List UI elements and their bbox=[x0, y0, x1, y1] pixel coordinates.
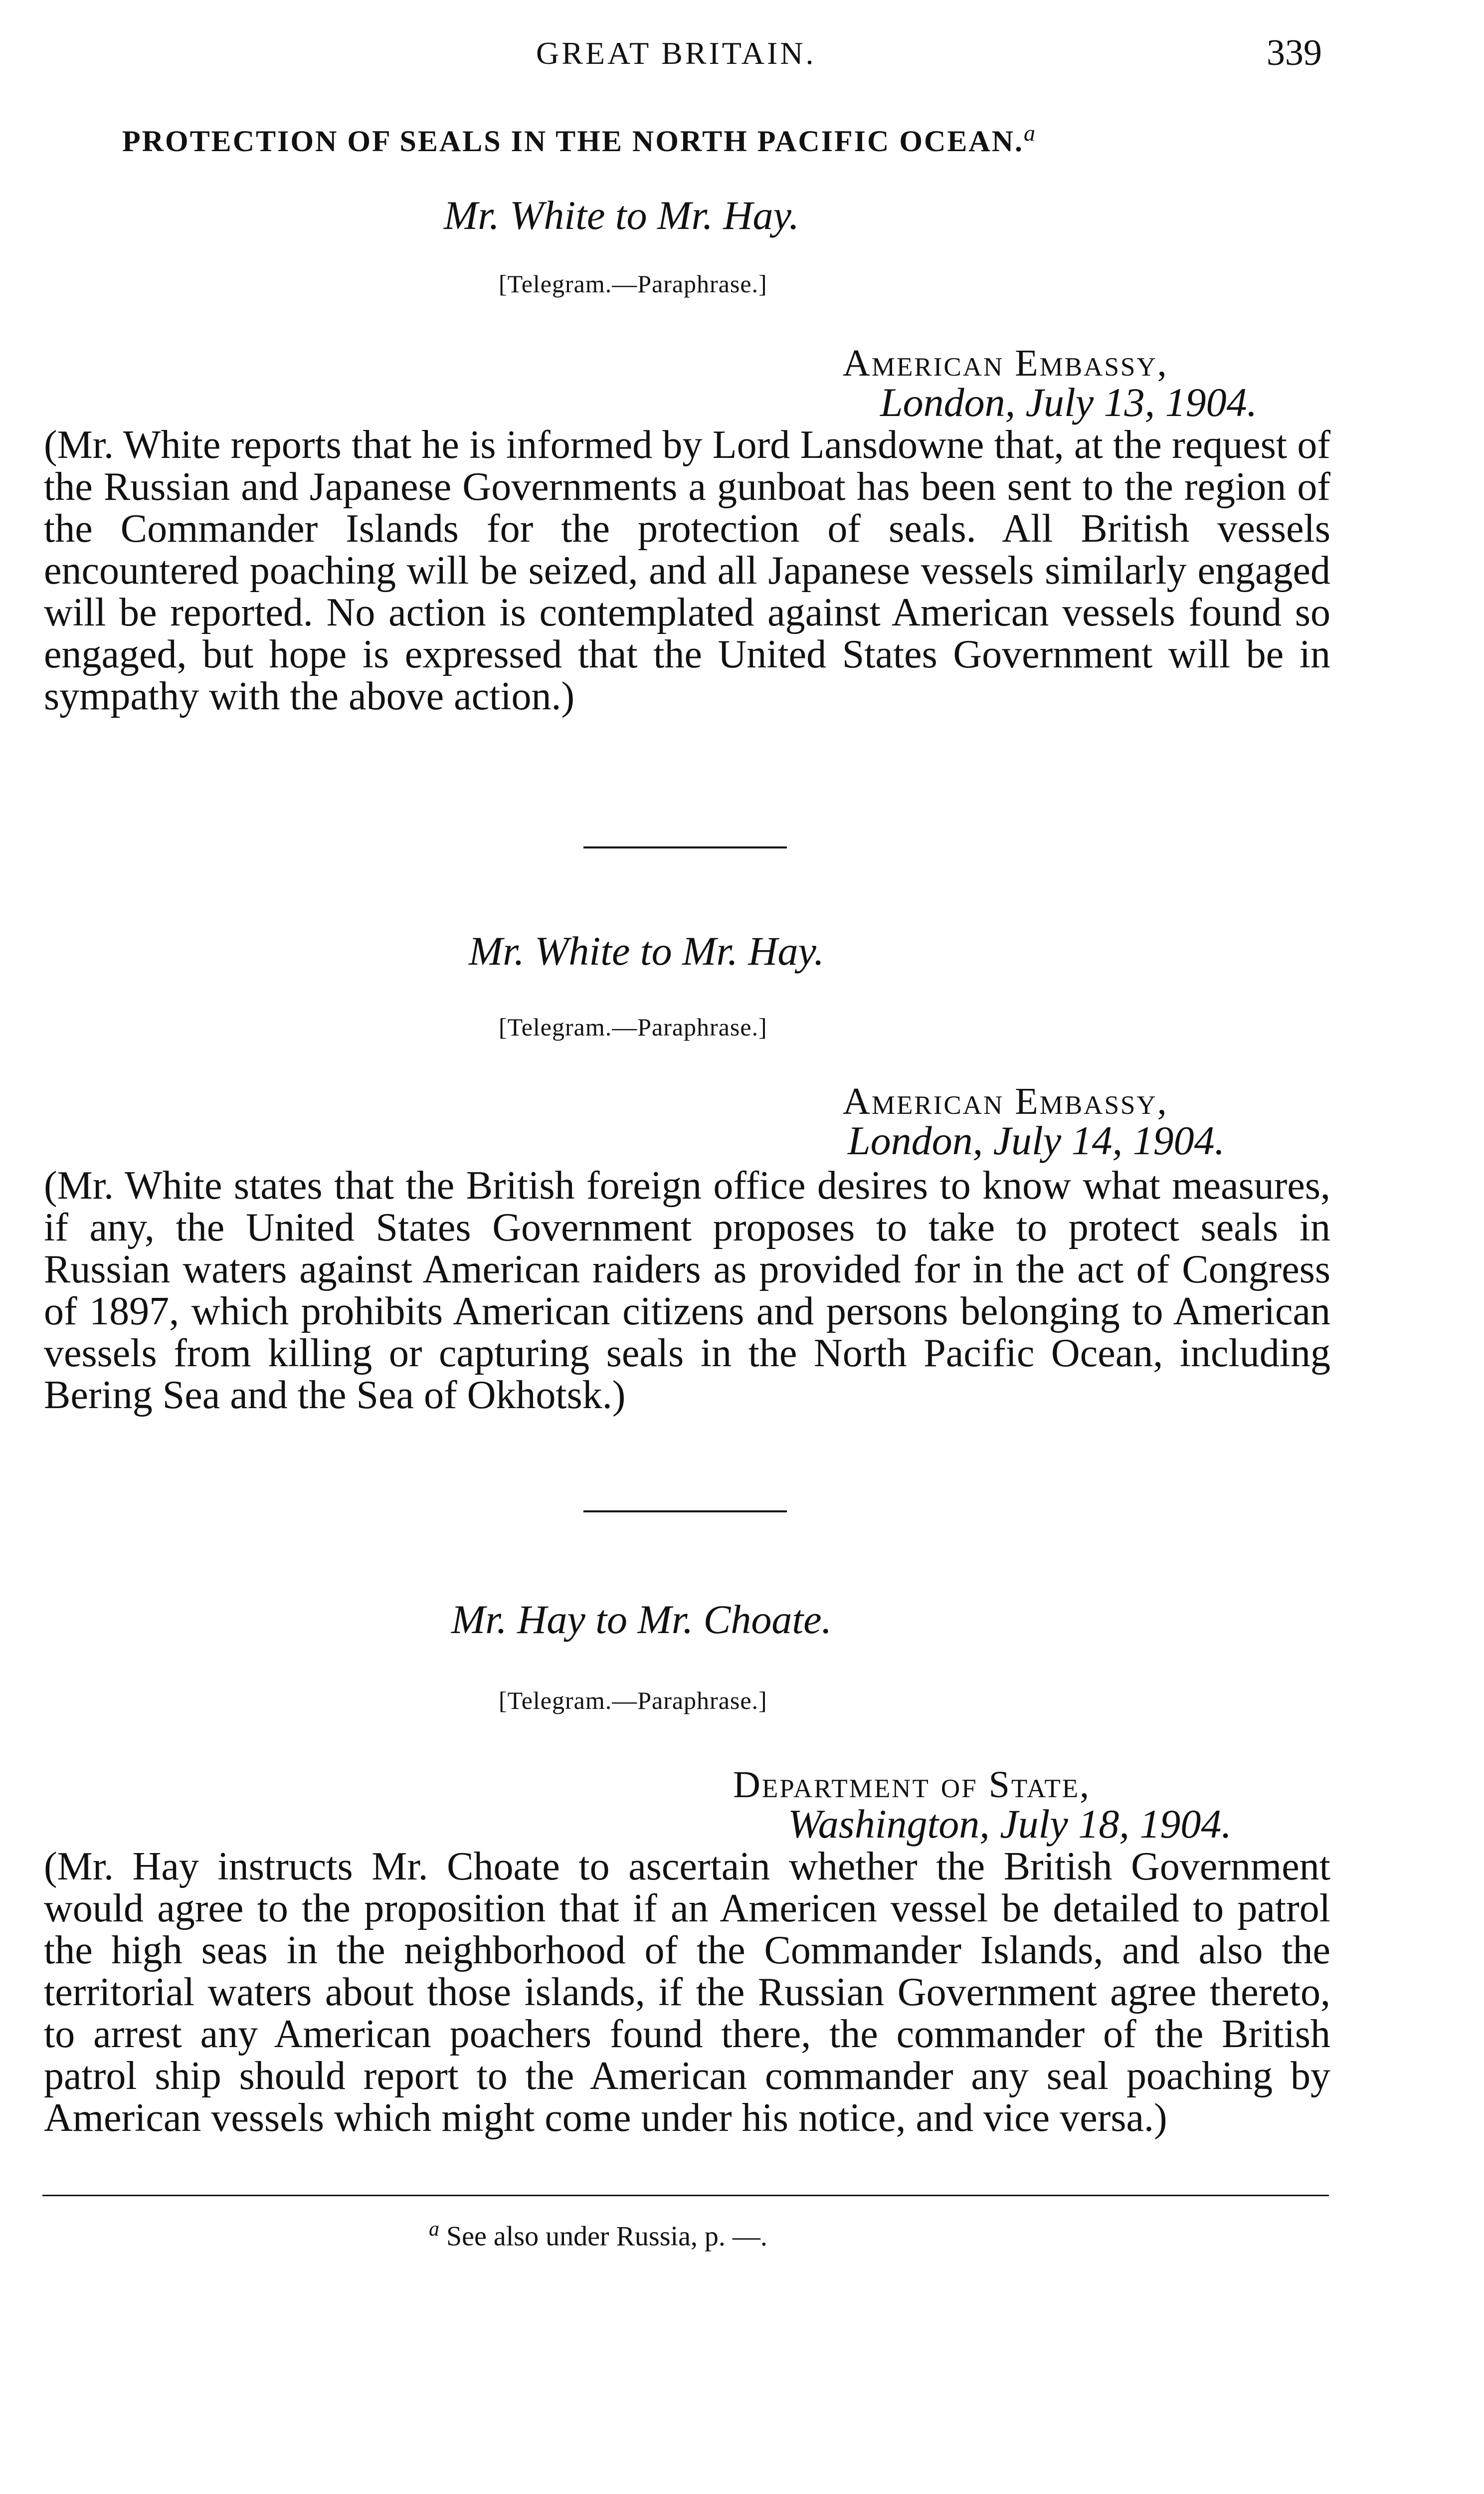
footnote-mark: a bbox=[429, 2218, 439, 2241]
letter-1-heading: Mr. White to Mr. Hay. bbox=[444, 193, 799, 238]
letter-1-dateline: London, July 13, 1904. bbox=[880, 380, 1258, 425]
page-number: 339 bbox=[1267, 32, 1322, 73]
footnote bbox=[429, 2217, 767, 2253]
section-divider bbox=[583, 1510, 787, 1512]
letter-3-heading: Mr. Hay to Mr. Choate. bbox=[451, 1597, 832, 1642]
footnote-text: See also under Russia, p. —. bbox=[446, 2221, 767, 2252]
letter-1-place: American Embassy, bbox=[843, 342, 1168, 384]
letter-2-place: American Embassy, bbox=[843, 1080, 1168, 1122]
letter-1-paragraph: (Mr. White reports that he is informed by Lord Lansdowne that, at the request of the Russian and Japanese Governments a gunboat has been sent to the region of the Commander Islands for the protection of seals. All British vessels encountered poaching will be seized, and all Japanese vessels similarly engaged will be reported. No action is contemplated against American vessels found so engaged, but hope is expressed that the United States Government will be in sympathy with the above action.) bbox=[44, 423, 1330, 718]
letter-2-body bbox=[44, 1165, 1330, 1416]
letter-2-heading: Mr. White to Mr. Hay. bbox=[469, 928, 824, 974]
letter-1-telegram-note: [Telegram.—Paraphrase.] bbox=[499, 270, 767, 298]
footnote-reference: a bbox=[1024, 120, 1037, 146]
section-title bbox=[122, 120, 1037, 159]
letter-3-telegram-note: [Telegram.—Paraphrase.] bbox=[499, 1686, 767, 1714]
letter-2-telegram-note: [Telegram.—Paraphrase.] bbox=[499, 1013, 767, 1041]
letter-2-paragraph: (Mr. White states that the British foreign office desires to know what measures, if any, the United States Government proposes to take to protect seals in Russian waters against American raiders as provided for in the act of Congress of 1897, which prohibits American citizens and persons belonging to American vessels from killing or capturing seals in the North Pacific Ocean, including Bering Sea and the Sea of Okhotsk.) bbox=[44, 1164, 1330, 1417]
section-title-text: PROTECTION OF SEALS IN THE NORTH PACIFIC OCEAN. bbox=[122, 125, 1024, 158]
running-head: GREAT BRITAIN. bbox=[536, 35, 816, 71]
letter-3-dateline: Washington, July 18, 1904. bbox=[788, 1801, 1232, 1847]
letter-3-place: Department of State, bbox=[733, 1764, 1091, 1806]
section-divider bbox=[583, 846, 787, 848]
letter-2-dateline: London, July 14, 1904. bbox=[848, 1118, 1225, 1163]
letter-3-body bbox=[44, 1846, 1330, 2139]
letter-1-body bbox=[44, 424, 1330, 717]
footnote-rule bbox=[42, 2195, 1329, 2196]
letter-3-paragraph: (Mr. Hay instructs Mr. Choate to ascertain whether the British Government would agree to the proposition that if an Americen vessel be detailed to patrol the high seas in the neighborhood of the Commander Islands, and also the territorial waters about those islands, if the Russian Government agree thereto, to arrest any American poachers found there, the commander of the British patrol ship should report to the American commander any seal poaching by American vessels which might come under his notice, and vice versa.) bbox=[44, 1845, 1330, 2140]
